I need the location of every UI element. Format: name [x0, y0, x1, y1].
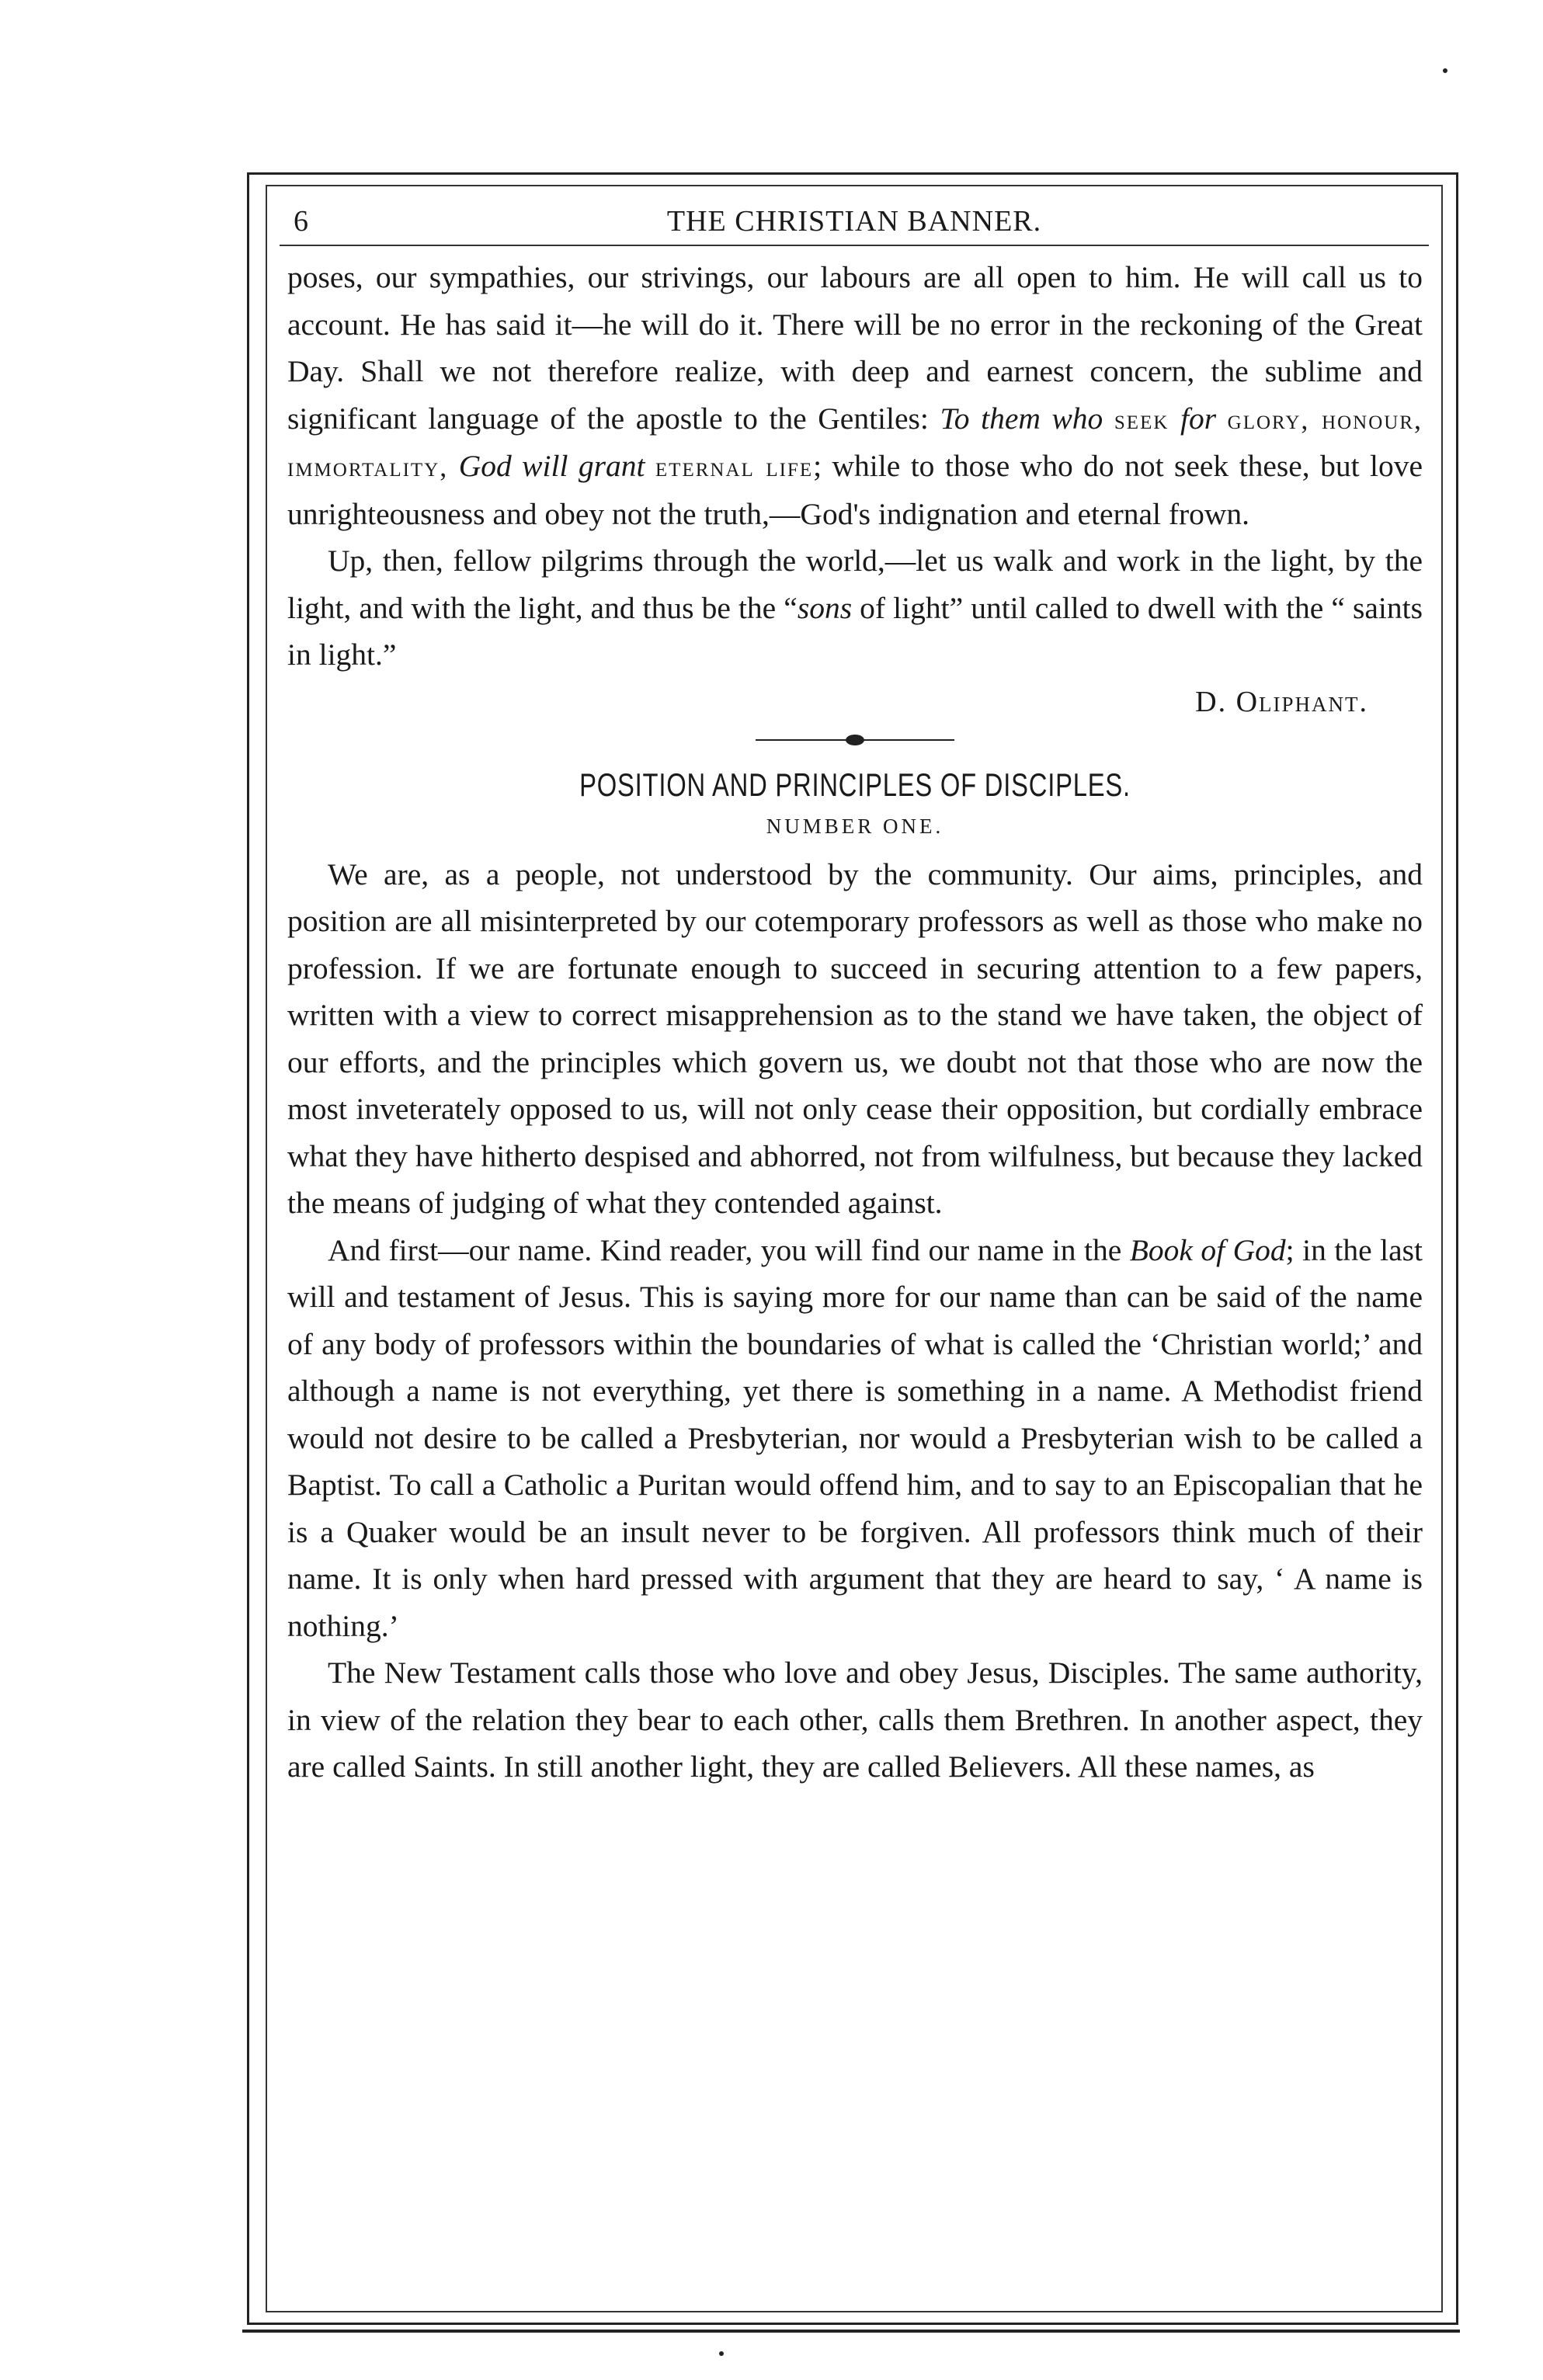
article1-paragraph-2	[287, 537, 1423, 679]
journal-title: THE CHRISTIAN BANNER.	[666, 205, 1042, 238]
article-subtitle: NUMBER ONE.	[766, 814, 944, 838]
page-content	[280, 198, 1429, 2310]
article-body	[280, 254, 1429, 1791]
section-divider	[756, 739, 954, 741]
text-run: poses, our sympathies, our strivings, our labours are all open to him. He will call us to account. He has said it—he will do it. There will be no error in the reckoning of the Great Day. Shall we not therefore realize, with deep and earnest concern, the sublime and significant language of the apostle to the Gentiles:	[287, 260, 1423, 436]
article-title: POSITION AND PRINCIPLES OF DISCIPLES.	[579, 766, 1131, 803]
author-signature: D. Oliphant.	[1195, 685, 1368, 718]
text-run: Up, then, fellow pilgrims through the world,—let us walk and work in the light, by the light, and with the light, and thus be the “	[287, 544, 1423, 625]
text-run: of light” until called to dwell with the “ saints in light.”	[287, 590, 1423, 672]
text-run: ; in the last will and testament of Jesus. This is saying more for our name than can be said of the name of any body of professors within the boundaries of what is called the ‘Christian world;’ and although a name is not everything, yet there is something in a name. A Methodist friend would not desire to be called a Presbyterian, nor would a Presbyterian wish to be called a Baptist. To call a Catholic a Puritan would offend him, and to say to an Episcopalian that he is a Quaker would be an insult never to be forgiven. All professors think much of their name. It is only when hard pressed with argument that they are heard to say, ‘ A name is nothing.’	[287, 1232, 1423, 1643]
page-number: 6	[294, 205, 309, 238]
print-speck	[719, 2351, 724, 2356]
article1-paragraph-1	[287, 254, 1423, 537]
article2-paragraph-2	[287, 1227, 1423, 1650]
italic-run: for	[1180, 401, 1217, 436]
divider-ornament	[846, 735, 864, 745]
text-run: ; while to those who do not seek these, but love unrighteousness and obey not the truth,—God's indignation and eternal frown.	[287, 449, 1423, 531]
italic-run: To them who	[940, 401, 1103, 436]
italic-run: Book of God	[1129, 1232, 1286, 1267]
article2-paragraph-1: We are, as a people, not understood by the community. Our aims, principles, and position are all misinterpreted by our cotemporary professors as well as those who make no profession. If we are fortunate enough to succeed in securing attention to a few papers, written with a view to correct misapprehension as to the stand we have taken, the object of our efforts, and the principles which govern us, we doubt not that those who are now the most inveterately opposed to us, will not only cease their opposition, but cordially embrace what they have hitherto despised and abhorred, not from wilfulness, but because they lacked the means of judging of what they contended against.	[287, 856, 1423, 1220]
article2-paragraph-3: The New Testament calls those who love and obey Jesus, Disciples. The same authority, in view of the relation they bear to each other, calls them Brethren. In another aspect, they are called Saints. In still another light, they are called Believers. All these names, as	[287, 1656, 1423, 1784]
small-caps-run: glory, honour, immortality,	[287, 403, 1423, 482]
page-bottom-rule	[242, 2330, 1460, 2333]
small-caps-run: eternal life	[655, 451, 814, 482]
italic-run: sons	[797, 590, 853, 625]
text-run: And first—our name. Kind reader, you will find our name in the	[328, 1232, 1130, 1267]
running-head	[280, 198, 1429, 246]
small-caps-run: seek	[1114, 403, 1169, 435]
print-speck	[1443, 68, 1447, 73]
italic-run: God will grant	[458, 449, 645, 483]
